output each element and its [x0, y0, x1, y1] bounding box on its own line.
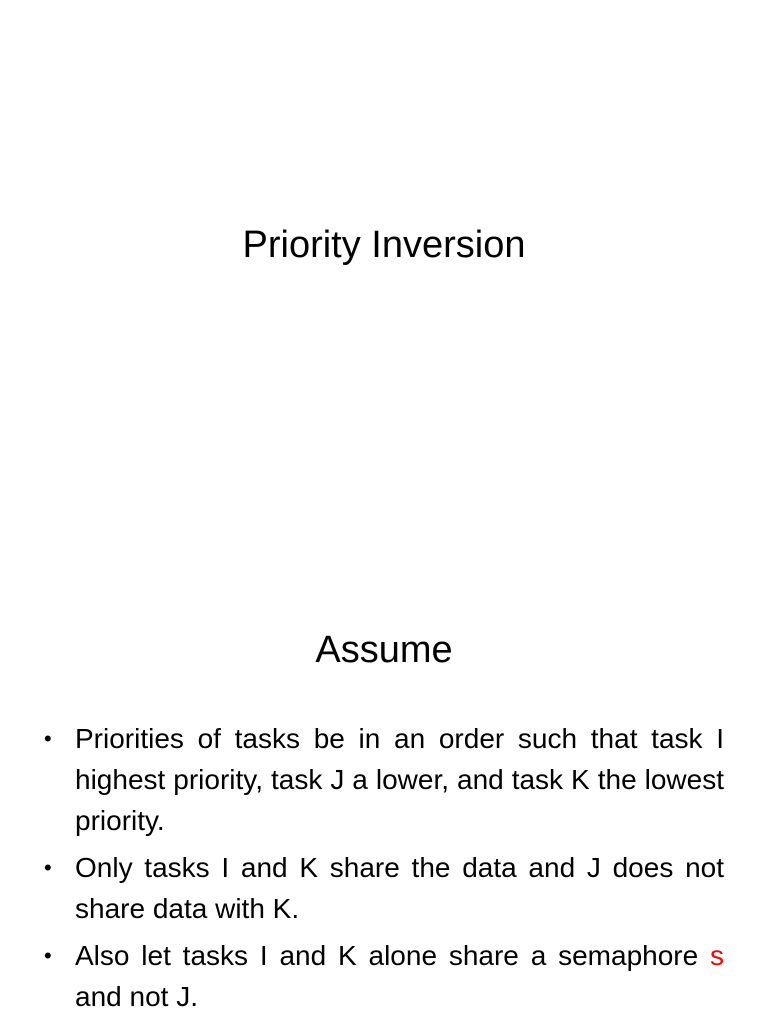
bullet-text: Only tasks I and K share the data and J does not share data with K. — [75, 852, 724, 924]
bullet-icon: • — [44, 726, 52, 751]
bullet-item-semaphore — [44, 935, 724, 1017]
bullet-text-before: Also let tasks I and K alone share a semaphore — [75, 940, 710, 971]
bullet-icon: • — [44, 943, 52, 968]
bullet-list — [44, 718, 724, 1023]
semaphore-name: s — [710, 940, 724, 971]
bullet-icon: • — [44, 855, 52, 880]
section-heading: Assume — [315, 629, 453, 671]
bullet-item-priorities — [44, 718, 724, 841]
slide-title: Priority Inversion — [242, 224, 526, 266]
bullet-text: Priorities of tasks be in an order such that task I highest priority, task J a lower, and task K the lowest priority. — [75, 723, 724, 836]
bullet-item-shared-data — [44, 847, 724, 929]
bullet-text-after: and not J. — [75, 981, 198, 1012]
